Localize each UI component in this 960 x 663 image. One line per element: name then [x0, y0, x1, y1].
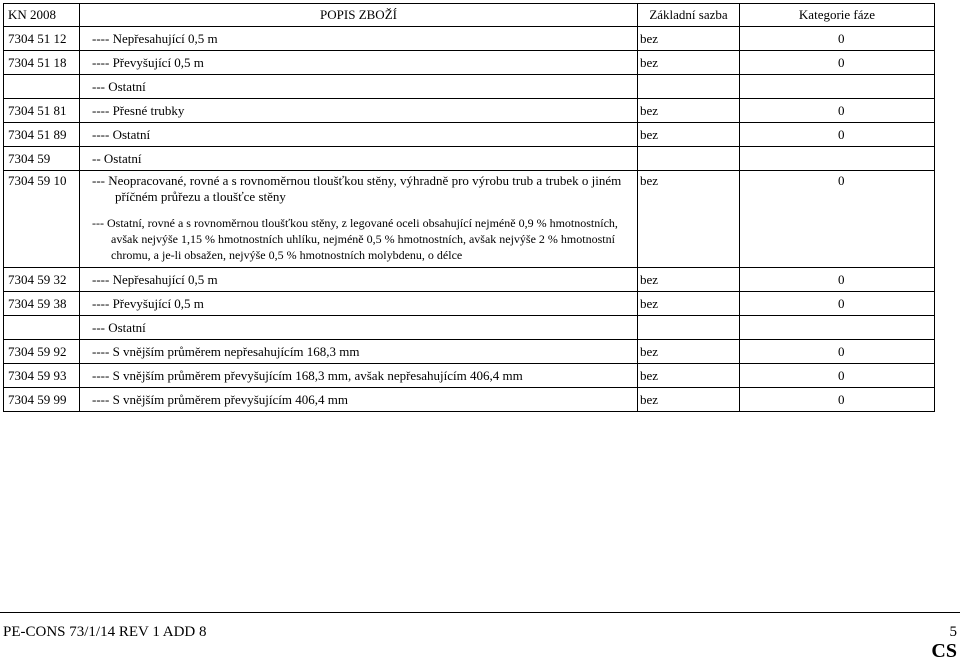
row-category: 0	[740, 340, 935, 364]
footer-document-reference: PE-CONS 73/1/14 REV 1 ADD 8	[3, 624, 207, 640]
row-category: 0	[740, 27, 935, 51]
row-description: --- Neopracované, rovné a s rovnoměrnou tloušťkou stěny, výhradně pro výrobu trub a trubek o jiném příčném průřezu a tloušťce stěny	[92, 173, 622, 204]
row-base-rate: bez	[638, 268, 740, 292]
row-description: ---- Nepřesahující 0,5 m	[80, 27, 638, 51]
table-row	[4, 268, 935, 292]
row-base-rate	[638, 316, 740, 340]
header-kn: KN 2008	[4, 4, 80, 27]
footer-divider	[0, 612, 960, 613]
row-description: ---- Převyšující 0,5 m	[80, 292, 638, 316]
row-base-rate	[638, 147, 740, 171]
row-description: ---- Nepřesahující 0,5 m	[80, 268, 638, 292]
row-code: 7304 51 18	[4, 51, 80, 75]
table-row	[4, 388, 935, 412]
row-description: --- Ostatní	[80, 75, 638, 99]
row-code: 7304 59 38	[4, 292, 80, 316]
header-description: POPIS ZBOŽÍ	[80, 4, 638, 27]
row-base-rate: bez	[638, 171, 740, 268]
row-code: 7304 51 89	[4, 123, 80, 147]
row-code: 7304 59 93	[4, 364, 80, 388]
row-code: 7304 51 81	[4, 99, 80, 123]
table-row	[4, 27, 935, 51]
row-base-rate: bez	[638, 123, 740, 147]
row-description: ---- Přesné trubky	[80, 99, 638, 123]
table-row	[4, 147, 935, 171]
footer-language-code: CS	[931, 640, 957, 662]
row-category: 0	[740, 268, 935, 292]
row-category	[740, 75, 935, 99]
table-row	[4, 75, 935, 99]
table-row	[4, 123, 935, 147]
row-category: 0	[740, 123, 935, 147]
row-base-rate: bez	[638, 51, 740, 75]
header-base-rate: Základní sazba	[638, 4, 740, 27]
footer-page-number: 5	[949, 624, 957, 640]
row-description: -- Ostatní	[80, 147, 638, 171]
row-description: ---- Ostatní	[80, 123, 638, 147]
row-category	[740, 316, 935, 340]
table-header-row	[4, 4, 935, 27]
table-row	[4, 316, 935, 340]
row-code	[4, 316, 80, 340]
row-category: 0	[740, 51, 935, 75]
row-description: ---- S vnějším průměrem převyšujícím 406,4 mm	[80, 388, 638, 412]
row-code: 7304 59 32	[4, 268, 80, 292]
row-description: --- Ostatní	[80, 316, 638, 340]
row-code: 7304 51 12	[4, 27, 80, 51]
row-description: ---- S vnějším průměrem převyšujícím 168,3 mm, avšak nepřesahujícím 406,4 mm	[80, 364, 638, 388]
row-description-multi	[80, 171, 638, 268]
row-description: ---- S vnějším průměrem nepřesahujícím 168,3 mm	[80, 340, 638, 364]
table-row	[4, 99, 935, 123]
row-category: 0	[740, 99, 935, 123]
row-base-rate	[638, 75, 740, 99]
row-base-rate: bez	[638, 340, 740, 364]
header-staging-category: Kategorie fáze	[740, 4, 935, 27]
row-description-secondary: --- Ostatní, rovné a s rovnoměrnou tloušťkou stěny, z legované oceli obsahující nejméně 0,9 % hmotnostních, avšak nejvýše 1,15 % hmotnostních uhlíku, nejméně 0,5 % hmotnostních, avšak nejvýše 2 % hmotnostní chromu, a je-li obsažen, nejvýše 0,5 % hmotnostních molybdenu, o délce	[92, 216, 618, 262]
row-code: 7304 59	[4, 147, 80, 171]
row-category	[740, 147, 935, 171]
table-row	[4, 364, 935, 388]
row-category: 0	[740, 171, 935, 268]
row-category: 0	[740, 388, 935, 412]
tariff-table	[3, 3, 935, 412]
table-row	[4, 171, 935, 268]
row-category: 0	[740, 292, 935, 316]
row-description: ---- Převyšující 0,5 m	[80, 51, 638, 75]
table-row	[4, 340, 935, 364]
row-base-rate: bez	[638, 292, 740, 316]
row-base-rate: bez	[638, 364, 740, 388]
row-code: 7304 59 92	[4, 340, 80, 364]
row-base-rate: bez	[638, 27, 740, 51]
row-code: 7304 59 10	[4, 171, 80, 268]
table-row	[4, 51, 935, 75]
row-code: 7304 59 99	[4, 388, 80, 412]
row-category: 0	[740, 364, 935, 388]
row-base-rate: bez	[638, 99, 740, 123]
row-base-rate: bez	[638, 388, 740, 412]
row-code	[4, 75, 80, 99]
table-row	[4, 292, 935, 316]
